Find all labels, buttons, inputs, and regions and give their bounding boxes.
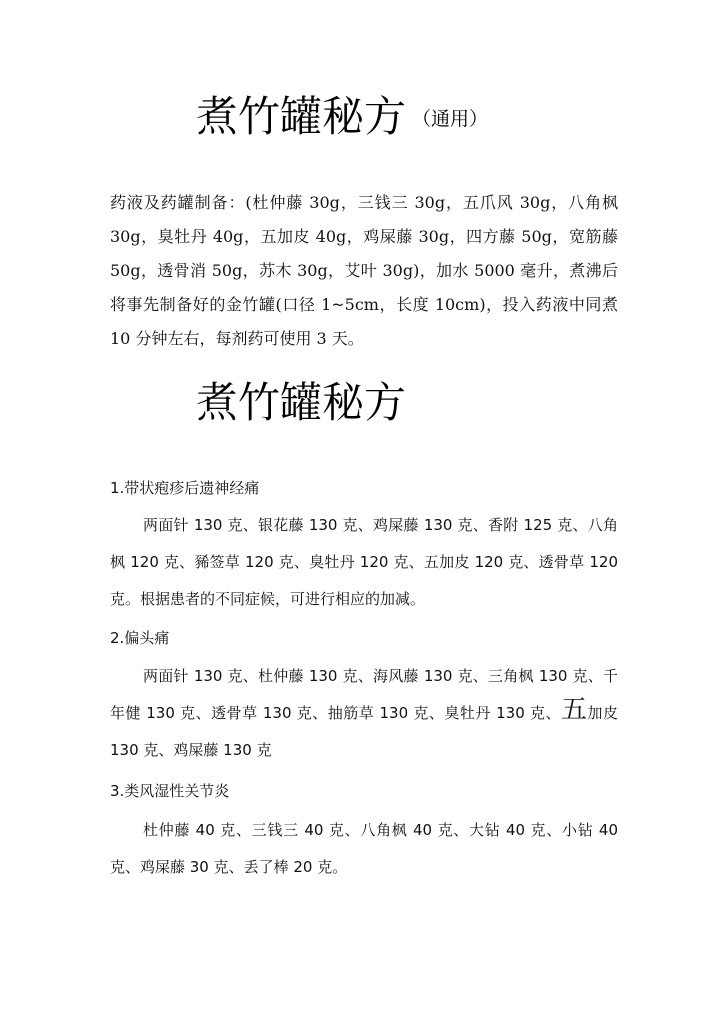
section-heading-3: 3.类风湿性关节炎: [110, 782, 230, 800]
section-body-1: 两面针 130 克、银花藤 130 克、鸡屎藤 130 克、香附 125 克、八角枫 120 克、豨签草 120 克、臭牡丹 120 克、五加皮 120 克、透骨草 120 克。根据患者的不同症候，可进行相应的加减。: [110, 516, 618, 608]
title-suffix: （通用）: [412, 108, 489, 130]
intro-paragraph: 药液及药罐制备：(杜仲藤 30g，三钱三 30g，五爪风 30g，八角枫 30g，臭牡丹 40g，五加皮 40g，鸡屎藤 30g，四方藤 50g，宽筋藤 50g，透骨消 50g，苏木 30g，艾叶 30g)，加水 5000 毫升，煮沸后将事先制备好的金竹罐(口径 1~5cm，长度 10cm)，投入药液中同煮 10 分钟左右，每剂药可使用 3 天。: [110, 193, 618, 348]
title-main: 煮竹罐秘方: [196, 92, 407, 141]
section-body-2-part1: 两面针 130 克、杜仲藤 130 克、海风藤 130 克、三角枫 130 克、千年健 130 克、透骨草 130 克、抽筋草 130 克、臭牡丹 130 克、: [110, 667, 618, 722]
section-body-3: 杜仲藤 40 克、三钱三 40 克、八角枫 40 克、大钻 40 克、小钻 40 克、鸡屎藤 30 克、丢了棒 20 克。: [110, 821, 618, 876]
second-title: 煮竹罐秘方: [196, 378, 407, 427]
section-heading-2: 2.偏头痛: [110, 629, 170, 647]
section-heading-1: 1.带状疱疹后遗神经痛: [110, 479, 260, 497]
section-body-2-big-char: 五: [560, 695, 588, 725]
section-body-2: [110, 658, 618, 769]
section-body-2-part2: 加皮 130 克、鸡屎藤 130 克: [110, 704, 618, 759]
document-title: [196, 92, 489, 141]
